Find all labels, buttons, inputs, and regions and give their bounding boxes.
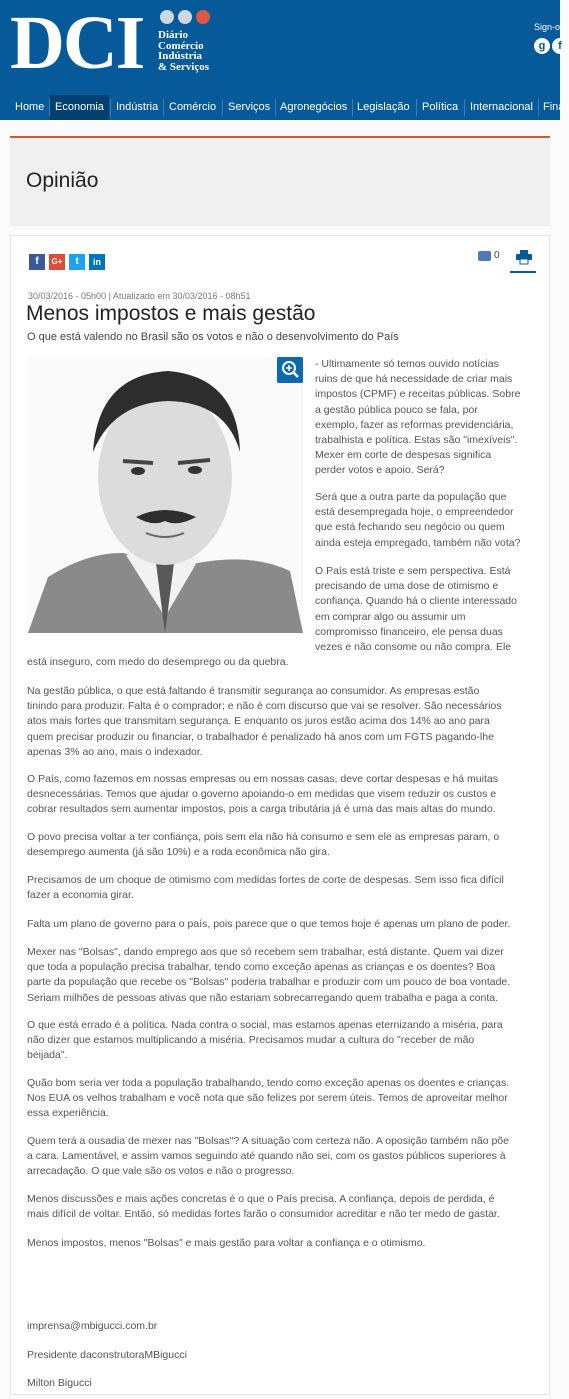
text-line: Quem terá a ousadia de mexer nas "Bolsas"? A situação com certeza não. A oposição também não põe [27, 1135, 509, 1147]
text-line: Precisamos de um choque de otimismo com medidas fortes de corte de despesas. Sem isso fica difícil [27, 874, 504, 886]
text-line: O povo precisa voltar a ter confiança, pois sem ela não há consumo e sem ele as empresas param, o [27, 831, 500, 843]
logo-dot [160, 10, 174, 24]
text-line: desemprego aumenta (já são 10%) e a roda econômica não gira. [27, 846, 330, 859]
article-paragraph [315, 564, 537, 655]
text-line: O que está errado é a política. Nada contra o social, mas estamos apenas eternizando a miséria, para [27, 1019, 503, 1031]
logo[interactable]: DCI [10, 1, 144, 85]
article-paragraph [27, 684, 539, 760]
nav-servicos[interactable]: Serviços [228, 101, 271, 113]
facebook-share-icon[interactable]: f [29, 254, 45, 270]
text-line: - Ultimamente só temos ouvido notícias [315, 358, 499, 370]
text-line: confiança. Quando há o cliente interessado [315, 595, 517, 608]
text-line: tinindo para produzir. Falta é o comprador; e não é com discurso que vai se resolver. São necessários [27, 700, 502, 713]
text-line: Nos EUA os velhos trabalham e você nota que são felizes por serem úteis. Temos de aproveitar melhor [27, 1092, 508, 1105]
text-line: precisando de uma dose de otimismo e [315, 580, 499, 593]
text-line: Menos impostos, menos "Bolsas" e mais gestão para voltar a confiança e o otimismo. [27, 1237, 426, 1249]
article-paragraph [27, 1192, 539, 1222]
author-role: Presidente daconstrutoraMBigucci [27, 1349, 187, 1361]
text-line: fazer a economia girar. [27, 889, 134, 902]
comment-count[interactable]: 0 [494, 250, 500, 261]
text-line: Menos discussões e mais ações concretas é o que o País precisa. A confiança, depois de perdida, é [27, 1193, 495, 1205]
comment-icon[interactable] [478, 251, 491, 261]
author-email[interactable]: imprensa@mbigucci.com.br [27, 1320, 158, 1332]
text-line: Mexer em corte de despesas significa [315, 449, 492, 462]
tagline-line: Diário [158, 29, 188, 41]
text-line: Seriam milhões de pessoas ativas que não estariam sobrecarregando quem trabalha e paga a conta. [27, 991, 499, 1004]
print-icon[interactable] [516, 250, 532, 264]
text-line: cobrar resultados sem aumentar impostos, pois a carga tributária já é uma das mais altas do mundo. [27, 803, 496, 816]
text-line: mais difícil de voltar. Então, só medidas fortes farão o consumidor acreditar e não ter medo de gastar. [27, 1208, 500, 1221]
text-line: parte da população que recebe os "Bolsas" poderia trabalhar e produzir com um pouco de boa vontade. [27, 976, 511, 989]
section-title: Opinião [26, 169, 99, 192]
text-line: beijada". [27, 1049, 68, 1062]
tagline-line: Comércio [158, 39, 204, 52]
article-subtitle: O que está valendo no Brasil são os votos e não o desenvolvimento do País [27, 331, 399, 343]
site-header [0, 0, 566, 120]
nav-comercio[interactable]: Comércio [169, 101, 217, 113]
nav-agronegocios[interactable]: Agronegócios [280, 101, 348, 113]
nav-politica[interactable]: Política [422, 101, 459, 113]
text-line: O País está triste e sem perspectiva. Está [315, 565, 511, 577]
linkedin-share-icon[interactable]: in [89, 254, 105, 270]
nav-economia[interactable]: Economia [50, 95, 109, 120]
article-paragraph [27, 1134, 539, 1180]
article-paragraph [27, 1018, 539, 1064]
nav-legislacao[interactable]: Legislação [357, 101, 410, 113]
text-line: perder votos e apoio. Será? [315, 464, 445, 477]
text-line: a gestão pública pouco se fala, por [315, 403, 478, 416]
text-line: não dizer que estamos multiplicando a miséria. Precisamos mudar a cultura do "receber de mão [27, 1034, 475, 1047]
toolbar-underline [510, 271, 536, 273]
text-line: quem precisar produzir ou financiar, o trabalhador é penalizado há anos com um FGTS pagando-lhe [27, 730, 494, 743]
author-portrait [28, 357, 303, 633]
text-line: exemplo, fazer as reformas previdenciária, [315, 418, 514, 431]
text-line: ainda esteja empregado, também não vota? [315, 536, 521, 549]
twitter-share-icon[interactable]: t [69, 254, 85, 270]
author-name: Milton Bigucci [27, 1377, 92, 1389]
tagline-line: Indústria [158, 50, 203, 62]
article-paragraph [27, 1076, 539, 1122]
text-line: Falta um plano de governo para o país, pois parece que o que temos hoje é apenas um plano de poder. [27, 918, 511, 930]
text-line: arrecadação. O que vale são os votos e não o progresso. [27, 1165, 295, 1178]
nav-financas[interactable]: Fina [543, 101, 565, 113]
text-line: está inseguro, com medo do desemprego ou da quebra. [27, 656, 289, 668]
article-paragraph [27, 655, 539, 670]
nav-industria[interactable]: Indústria [116, 101, 159, 113]
text-line: Mexer nas "Bolsas", dando emprego aos que só recebem sem trabalhar, está distante. Quem vai dizer [27, 946, 504, 958]
article-dateline: 30/03/2016 - 05h00 | Atualizado em 30/03/2016 - 08h51 [28, 291, 251, 301]
text-line: impostos (CPMF) e receitas públicas. Sobre [315, 388, 521, 401]
text-line: trabalhista e política. Estas são "imexíveis". [315, 434, 518, 447]
google-plus-share-icon[interactable]: G+ [49, 254, 65, 270]
article-paragraph [27, 1236, 539, 1251]
zoom-icon[interactable] [277, 357, 303, 383]
tagline-line: & Serviços [158, 60, 210, 73]
text-line: Quão bom seria ver toda a população trabalhando, tendo como exceção apenas os doentes e crianças. [27, 1077, 510, 1089]
signon-label[interactable]: Sign-on [534, 22, 566, 32]
text-line: essa experiência. [27, 1107, 109, 1120]
google-icon[interactable]: g [534, 38, 550, 54]
text-line: vezes e não consome ou não compra. Ele [315, 641, 512, 654]
nav-home[interactable]: Home [15, 101, 45, 113]
text-line: em comprar algo ou assumir um [315, 610, 466, 623]
main-nav [0, 95, 565, 120]
article-paragraph [27, 945, 539, 1006]
article-title: Menos impostos e mais gestão [26, 302, 316, 325]
logo-tagline [158, 30, 209, 72]
text-line: compromisso financeiro, ele pensa duas [315, 625, 503, 638]
article-paragraph [27, 917, 539, 932]
article-paragraph [27, 772, 539, 818]
text-line: apenas 3% ao ano, mais o indexador. [27, 745, 203, 758]
text-line: que toda a população precisa trabalhar, tendo como exceção apenas as crianças e os doentes? Boa [27, 961, 496, 974]
text-line: a cara. Lamentável, e assim vamos seguindo até quando não sei, com os gastos públicos superiores à [27, 1150, 506, 1163]
text-line: que está fechando seu negócio ou quem [315, 521, 505, 534]
text-line: Na gestão pública, o que está faltando é transmitir segurança ao consumidor. As empresas estão [27, 685, 480, 697]
facebook-icon[interactable]: f [552, 38, 568, 54]
nav-internacional[interactable]: Internacional [470, 101, 533, 113]
article-paragraph [315, 490, 537, 551]
logo-dot [196, 10, 210, 24]
article-paragraph [315, 357, 537, 479]
text-line: atos mais fortes que transmitam segurança. E enquanto os juros estão acima dos 14% ao ano para [27, 715, 490, 728]
text-line: ruins de que há necessidade de criar mais [315, 373, 513, 386]
article-paragraph [27, 873, 539, 903]
logo-dot [178, 10, 192, 24]
text-line: Será que a outra parte da população que [315, 491, 507, 503]
text-line: desnecessárias. Temos que ajudar o governo apoiando-o em medidas que visem reduzir os custos e [27, 788, 497, 801]
article-paragraph [27, 830, 539, 860]
text-line: O País, como fazemos em nossas empresas ou em nossas casas, deve cortar despesas e há muitas [27, 773, 498, 785]
text-line: está desempregada hoje, o empreendedor [315, 506, 514, 519]
